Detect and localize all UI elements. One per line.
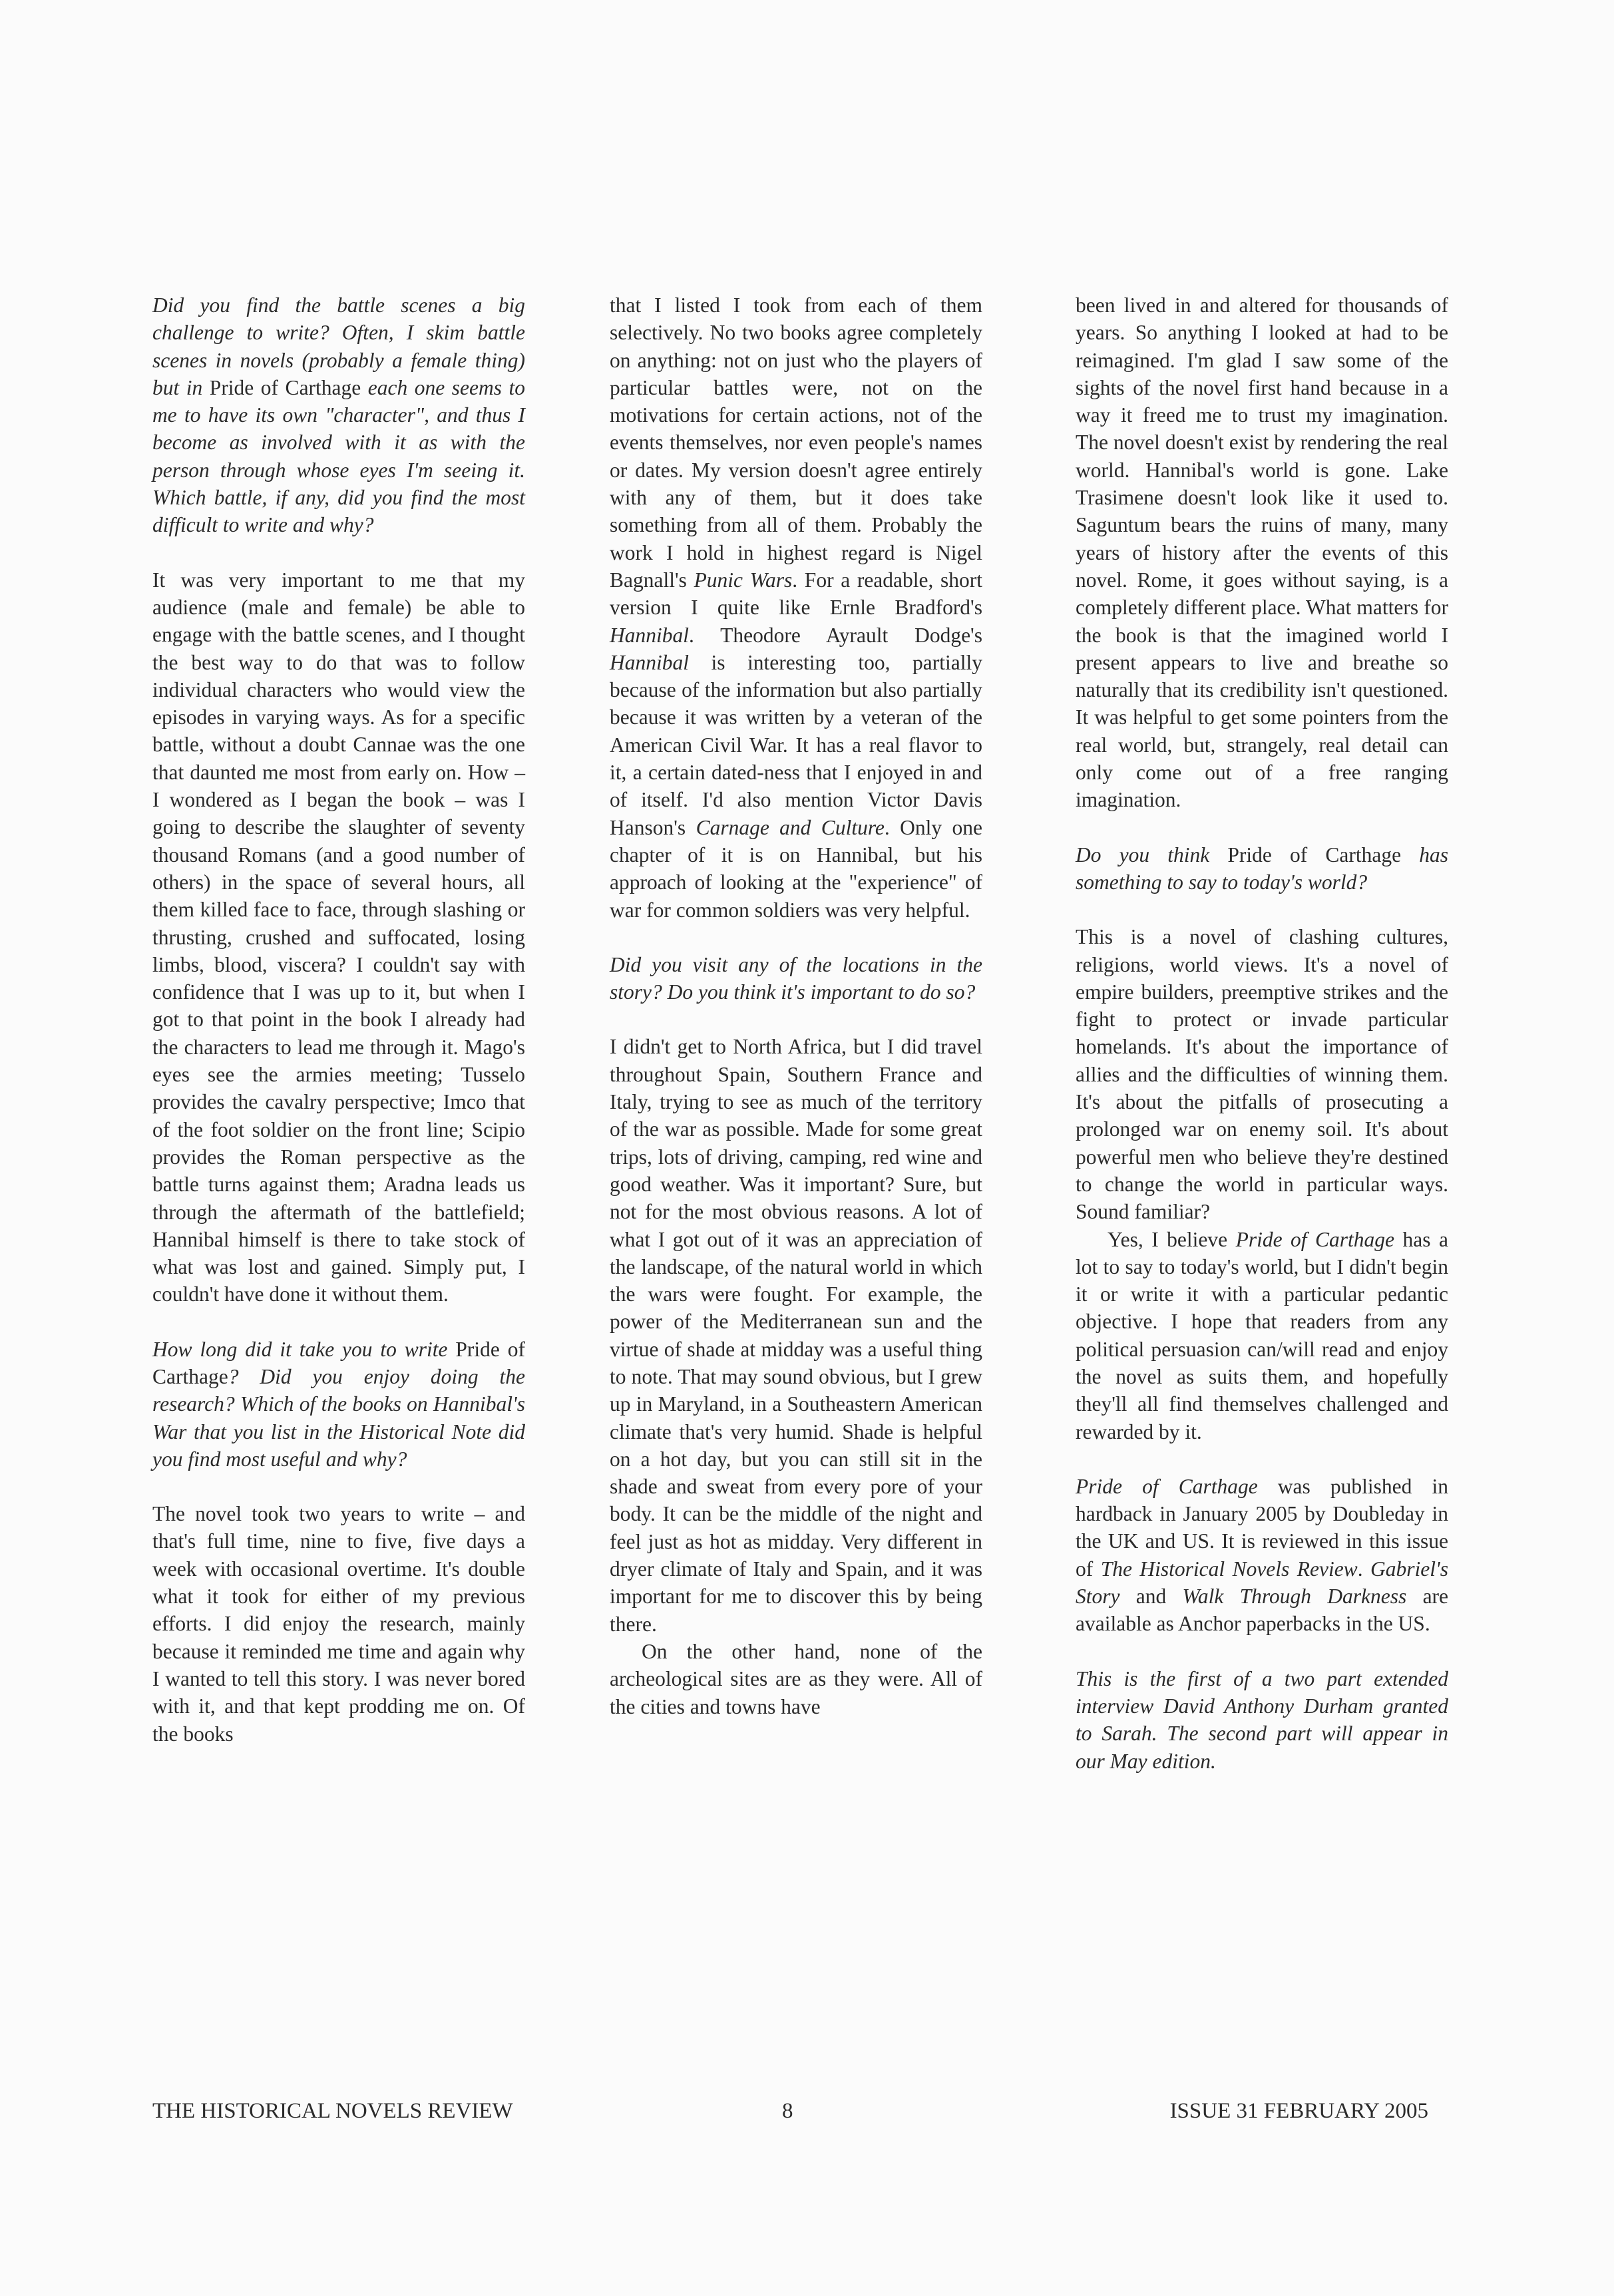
answer-text: is interesting too, partially because of the information but also partially because it was written by a veteran of the American Civil War. It has a real flavor to it, a certain dated-ness that I enjoyed in and of itself. I'd also mention Victor Davis Hanson's [610, 650, 982, 839]
question-text: each one seems to me to have its own "character", and thus I become as involved with it as with the person through whose eyes I'm seeing it. Which battle, if any, did you find the most difficult to write and why? [152, 375, 525, 537]
footer-publication-name: THE HISTORICAL NOVELS REVIEW [152, 2099, 513, 2123]
answer-locations: I didn't get to North Africa, but I did travel throughout Spain, Southern France and Italy, trying to see as much of the territory of the war as possible. Made for some great trips, lots of driving, camping, red wine and good weather. Was it important? Sure, but not for the most obvious reasons. A lot of what I got out of it was an appreciation of the landscape, of the natural world in which the wars were fought. For example, the power of the Mediterranean sun and the virtue of shade at midday was a useful thing to note. That may sound obvious, but I grew up in Maryland, in a Southeastern American climate that's very humid. Shade is helpful on a hot day, but you can still sit in the shade and sweat from every pore of your body. It can be the middle of the night and feel just as hot as midday. Very different in dryer climate of Italy and Spain, and it was important for me to discover this by being there. [610, 1035, 982, 1636]
answer-books-continued [610, 291, 982, 924]
book-title: Pride of Carthage [1235, 1227, 1395, 1251]
question-text: Did you find the battle scenes a big challenge to write? Often, I skim battle scenes in novels (probably a female thing) but in [152, 293, 525, 399]
publication-note [1076, 1473, 1448, 1638]
answer-battle-scenes: It was very important to me that my audience (male and female) be able to engage with the battle scenes, and I thought the best way to do that was to follow individual characters who would view the episodes in varying ways. As for a specific battle, without a doubt Cannae was the one that daunted me most from early on. How – I wondered as I began the book – was I going to describe the slaughter of seventy thousand Romans (and a good number of others) in the space of several hours, all them killed face to face, through slashing or thrusting, crushed and suffocated, losing limbs, blood, viscera? I couldn't say with confidence that I was up to it, but when I got to that point in the book I already had the characters to lead me through it. Mago's eyes see the armies meeting; Tusselo provides the cavalry perspective; Imco that of the foot soldier on the front line; Scipio provides the Roman perspective as the battle turns against them; Aradna leads us through the aftermath of the battlefield; Hannibal himself is there to take stock of what was lost and gained. Simply put, I couldn't have done it without them. [152, 568, 525, 1306]
journal-title: The Historical Novels Review [1100, 1557, 1358, 1581]
question-locations: Did you visit any of the locations in the story? Do you think it's important to do so? [610, 952, 982, 1004]
footer-issue: ISSUE 31 FEBRUARY 2005 [1169, 2099, 1428, 2123]
note-text: are available as Anchor paperbacks in the US. [1076, 1585, 1449, 1636]
book-title: Pride of Carthage [152, 1337, 526, 1388]
answer-todays-world-continued [1076, 1226, 1448, 1445]
note-text: . [1357, 1557, 1363, 1581]
book-title: Hannibal [610, 623, 690, 647]
editorial-note: This is the first of a two part extended interview David Anthony Durham granted to Sarah. The second part will appear in our May edition. [1076, 1666, 1448, 1773]
book-title: Hannibal [610, 650, 690, 674]
answer-text: . Theodore Ayrault Dodge's [689, 623, 982, 647]
question-text: Do you think [1076, 843, 1210, 866]
book-title: Pride of Carthage [209, 375, 361, 399]
answer-writing-time: The novel took two years to write – and that's full time, nine to five, five days a week with occasional overtime. It's double what it took for either of my previous efforts. I did enjoy the research, mainly because it reminded me time and again why I wanted to tell this story. I was never bored with it, and that kept prodding me on. Of the books [152, 1502, 525, 1746]
answer-text: . Only one chapter of it is on Hannibal, but his approach of looking at the "experience" of war for common soldiers was very helpful. [610, 815, 983, 922]
column-middle [610, 291, 982, 1720]
footer-page-number: 8 [782, 2099, 793, 2123]
answer-locations-end: been lived in and altered for thousands of years. So anything I looked at had to be reimagined. I'm glad I saw some of the sights of the novel first hand because in a way it freed me to trust my imagination. The novel doesn't exist by rendering the real world. Hannibal's world is gone. Lake Trasimene doesn't look like it used to. Saguntum bears the ruins of many, many years of history after the events of this novel. Rome, it goes without saying, is a completely different place. What matters for the book is that the imagined world I present appears to live and breathe so naturally that its credibility isn't questioned. It was helpful to get some pointers from the real world, but, strangely, real detail can only come out of a free ranging imagination. [1076, 293, 1448, 812]
question-text: How long did it take you to write [152, 1337, 448, 1361]
note-text: and [1135, 1585, 1167, 1609]
book-title: Carnage and Culture [696, 815, 885, 839]
note-text: was published in hardback in January 2005 by Doubleday in the UK and US. It is reviewed in this issue of [1076, 1474, 1449, 1581]
question-todays-world [1076, 841, 1448, 896]
question-battle-scenes [152, 291, 525, 539]
book-title: Walk Through Darkness [1182, 1585, 1407, 1609]
question-text: has something to say to today's world? [1076, 843, 1448, 894]
column-left [152, 291, 525, 1748]
answer-text: . For a readable, short version I quite like Ernle Bradford's [610, 568, 983, 620]
answer-text: has a lot to say to today's world, but I didn't begin it or write it with a particular pedantic objective. I hope that readers from any political persuasion can/will read and enjoy the novel as suits them, and hopefully they'll all find themselves challenged and rewarded by it. [1076, 1227, 1448, 1443]
column-right [1076, 291, 1448, 1775]
book-title: Punic Wars [694, 568, 793, 592]
book-title: Gabriel's Story [1076, 1557, 1448, 1609]
answer-text: that I listed I took from each of them selectively. No two books agree completely on anything: not on just who the players of particular battles were, not on the motivations for certain actions, not of the events themselves, nor even people's names or dates. My version doesn't agree entirely with any of them, but it does take something from all of them. Probably the work I hold in highest regard is Nigel Bagnall's [610, 293, 982, 592]
question-writing-time [152, 1336, 525, 1473]
answer-text: Yes, I believe [1108, 1227, 1228, 1251]
question-text: ? Did you enjoy doing the research? Which of the books on Hannibal's War that you list in the Historical Note did you find most useful and why? [152, 1364, 525, 1471]
answer-todays-world: This is a novel of clashing cultures, religions, world views. It's a novel of empire builders, preemptive strikes and the fight to protect or invade particular homelands. It's about the importance of allies and the difficulties of winning them. It's about the pitfalls of prosecuting a prolonged war on enemy soil. It's about powerful men who believe they're destined to change the world in particular ways. Sound familiar? [1076, 925, 1448, 1224]
book-title: Pride of Carthage [1227, 843, 1402, 866]
answer-locations-continued: On the other hand, none of the archeological sites are as they were. All of the cities and towns have [610, 1639, 982, 1718]
book-title: Pride of Carthage [1076, 1474, 1258, 1498]
